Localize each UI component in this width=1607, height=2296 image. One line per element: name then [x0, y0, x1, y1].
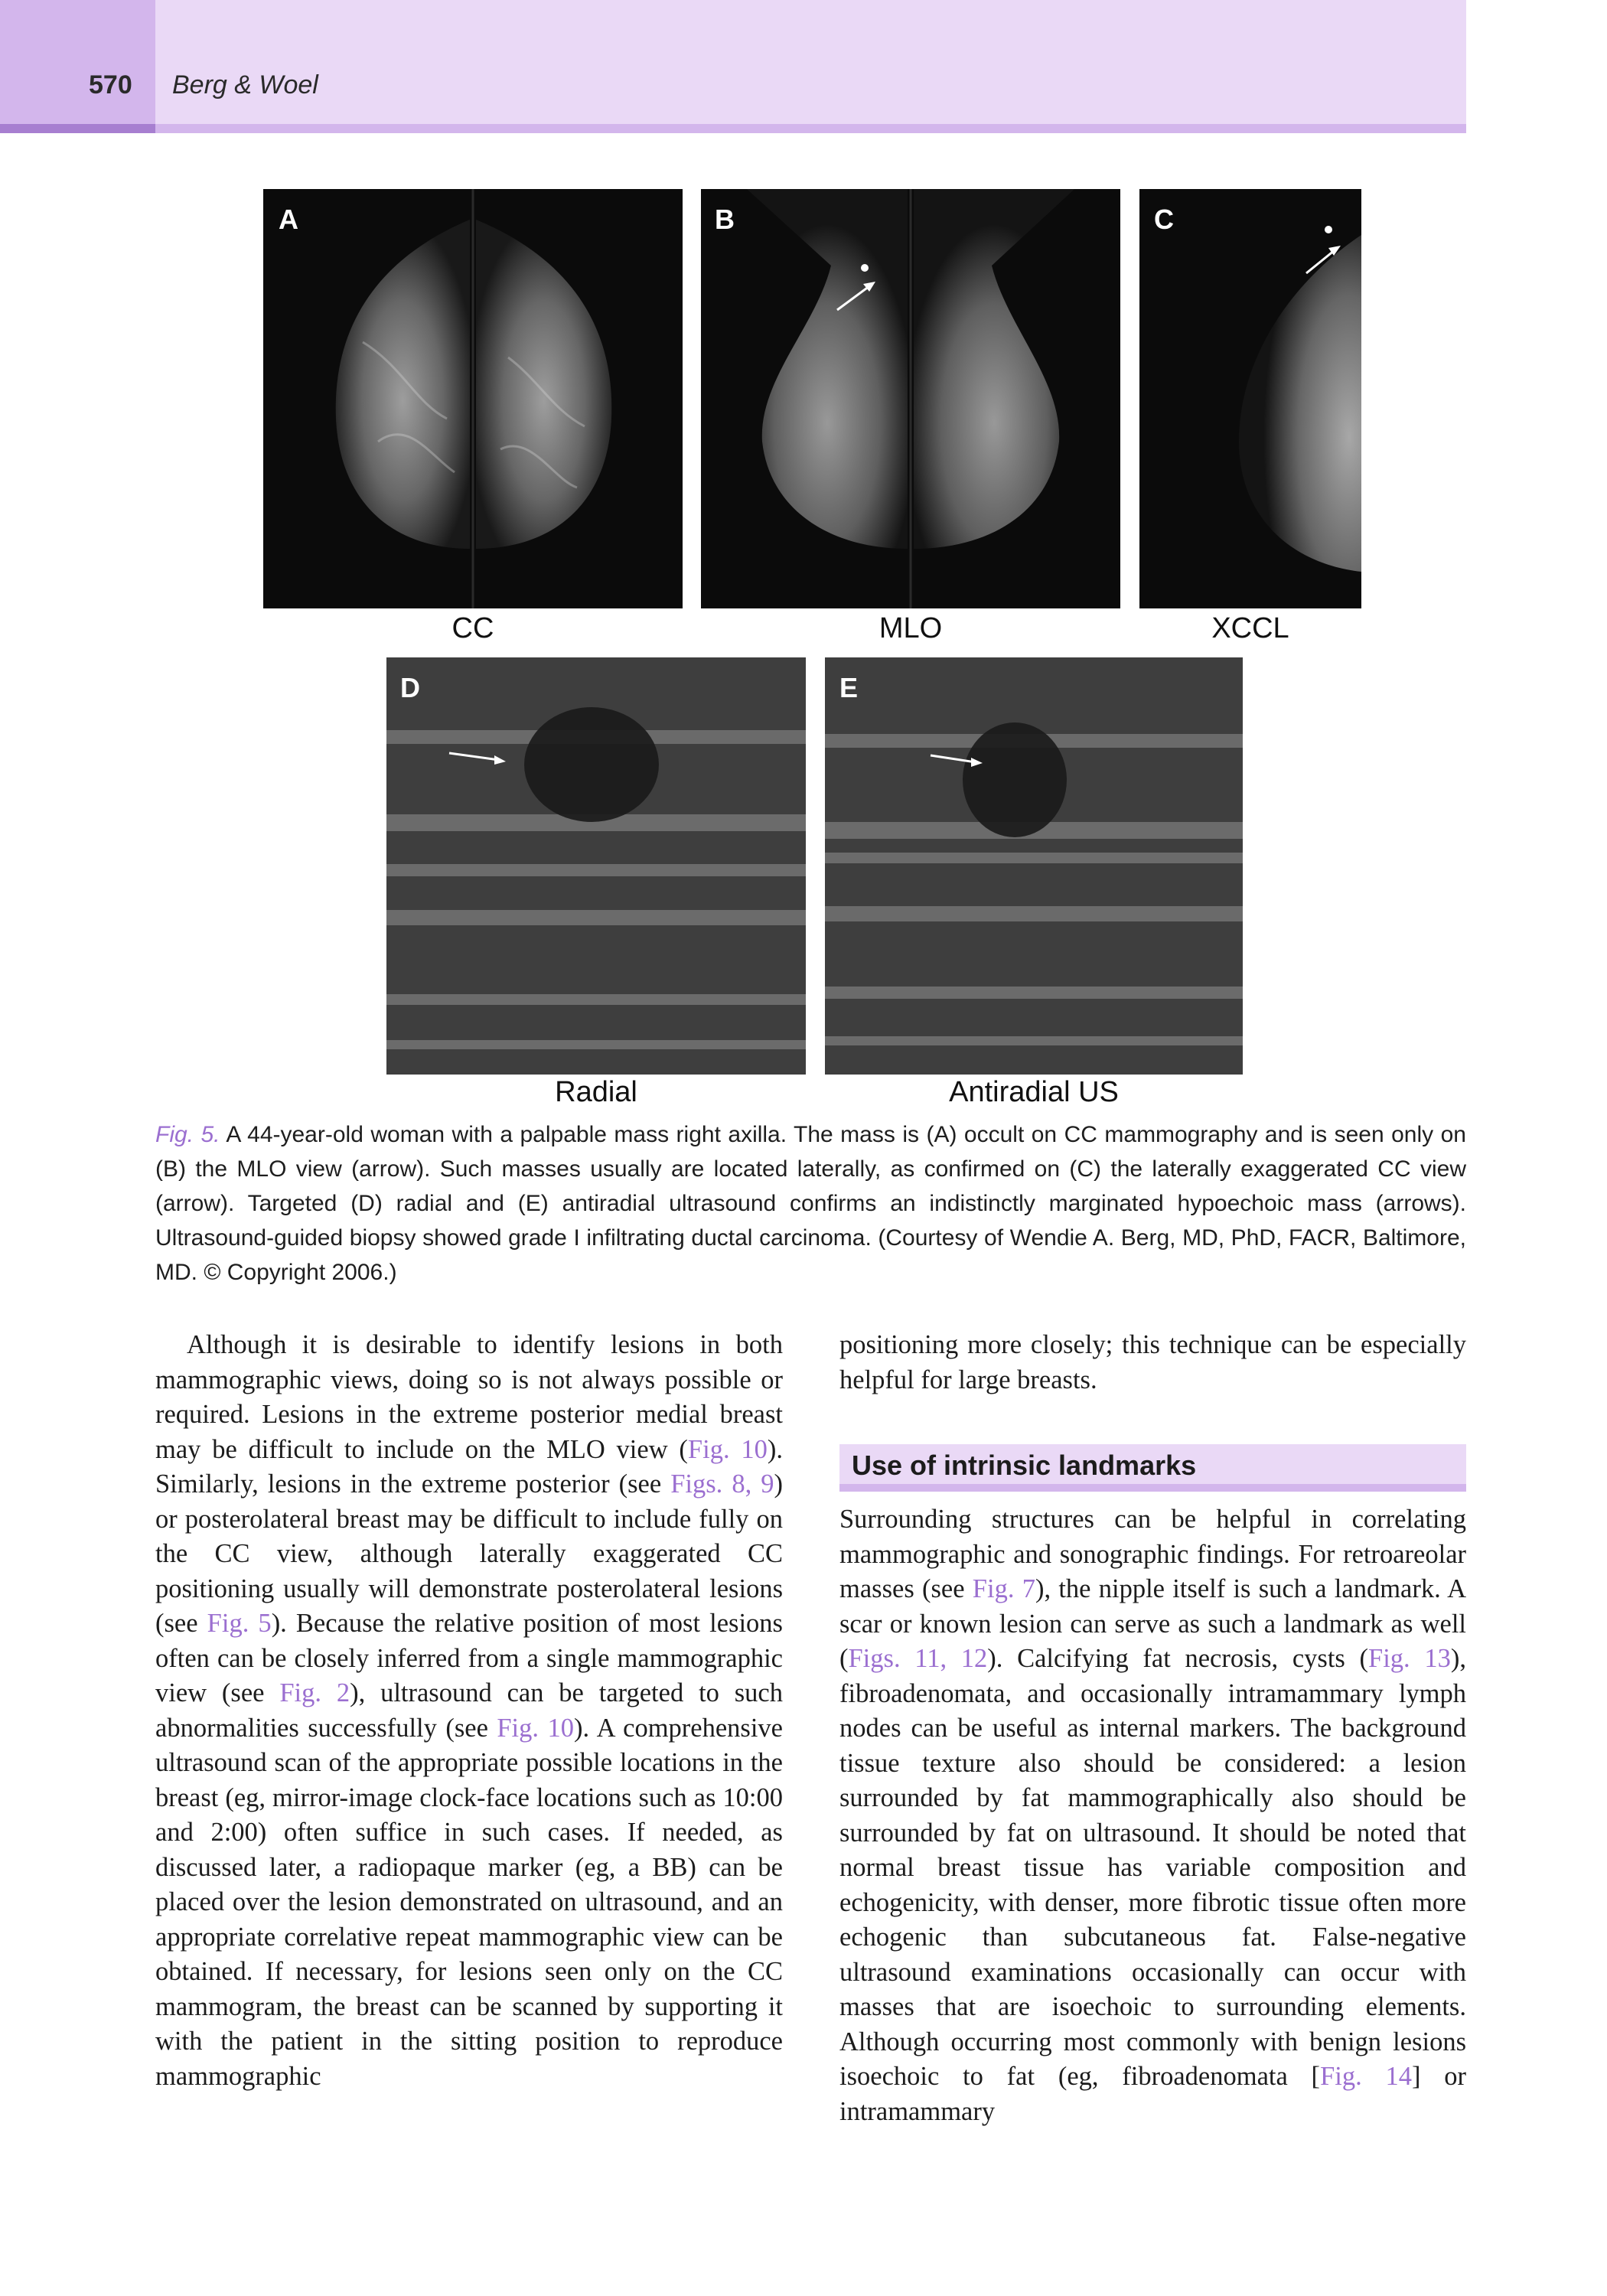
panel-label-mlo: MLO — [878, 612, 943, 644]
figure-panel-d — [386, 657, 806, 1075]
figure-panel-c — [1139, 189, 1361, 608]
running-head: Berg & Woel — [172, 70, 318, 99]
paragraph-text: ), ultrasound can be targeted to such abnormalities successfully (see — [155, 1678, 783, 1743]
panel-label-xccl: XCCL — [1211, 612, 1289, 644]
figure-link[interactable]: Fig. 10 — [687, 1434, 768, 1464]
figure-link[interactable]: Fig. 2 — [279, 1678, 350, 1707]
paragraph-text: ). A comprehensive ultrasound scan of the appropriate possible locations in the breast (eg, mirror-image clock-face locations such as 10:00 and 2:00) often suffice in such cases. If needed, as discussed later, a radiopaque marker (eg, a BB) can be placed over the lesion demonstrated on ultrasound, and an appropriate correlative repeat mammographic view can be obtained. If necessary, for lesions seen only on the CC mammogram, the breast can be scanned by supporting it with the patient in the sitting position to reproduce mammographic — [155, 1713, 783, 2091]
paragraph-text: ) or posterolateral breast may be difficult to include fully on the CC view, although laterally exaggerated CC positioning usually will demonstrate posterolateral lesions (see — [155, 1469, 783, 1638]
marker-dot — [861, 264, 869, 272]
panel-label-cc: CC — [451, 612, 494, 644]
paragraph-text: ), fibroadenomata, and occasionally intramammary lymph nodes can be useful as internal markers. The background tissue texture also should be considered: a lesion surrounded by fat mammographically also should be surrounded by fat on ultrasound. It should be noted that normal breast tissue has variable composition and echogenicity, with denser, more fibrotic tissue often more echogenic than subcutaneous fat. False-negative ultrasound examinations occasionally can occur with masses that are isoechoic to surrounding elements. Although occurring most commonly with benign lesions isoechoic to fat (eg, fibroadenomata [ — [839, 1644, 1466, 2091]
paragraph-text: ). Because the relative position of most lesions often can be closely inferred from a single mammographic view (see — [155, 1609, 783, 1707]
figure-caption-ref[interactable]: Fig. 5. — [155, 1122, 220, 1147]
panel-letter-a: A — [279, 204, 298, 235]
section-heading: Use of intrinsic landmarks — [852, 1450, 1197, 1481]
figure-link[interactable]: Fig. 5 — [207, 1609, 272, 1638]
paragraph-text: ), the nipple itself is such a landmark. A scar or known lesion can serve as such a landmark as well ( — [839, 1574, 1466, 1673]
paragraph-text: ] or intramammary — [839, 2062, 1467, 2126]
left-column — [155, 1328, 783, 2094]
figure-link[interactable]: Fig. 13 — [1368, 1644, 1451, 1673]
xccl-mammogram-image — [1139, 189, 1361, 608]
antiradial-ultrasound-image — [825, 657, 1243, 1075]
right-column-section — [839, 1502, 1466, 2129]
figure-panel-e — [825, 657, 1243, 1075]
right-paragraph-section — [839, 1502, 1466, 2129]
paragraph-text: Surrounding structures can be helpful in correlating mammographic and sonographic findings. For retroareolar masses (see — [839, 1505, 1466, 1603]
panel-letter-c: C — [1154, 204, 1174, 235]
panel-label-antiradial-us: Antiradial US — [949, 1076, 1119, 1108]
paragraph-text: ). Similarly, lesions in the extreme posterior (see — [155, 1434, 783, 1499]
header-tab — [0, 0, 155, 124]
figure-link[interactable]: Fig. 14 — [1320, 2062, 1412, 2091]
panel-letter-b: B — [715, 204, 735, 235]
paragraph-text: Although it is desirable to identify lesions in both mammographic views, doing so is not always possible or required. Lesions in the extreme posterior medial breast may be difficult to include on the MLO view ( — [155, 1330, 783, 1464]
right-paragraph-top: positioning more closely; this technique can be especially helpful for large breasts. — [839, 1330, 1466, 1394]
header-strip-tab — [0, 124, 155, 133]
header-strip — [0, 124, 1466, 133]
figure-link[interactable]: Figs. 11, 12 — [848, 1644, 988, 1673]
header-band — [0, 0, 1466, 124]
figure-link[interactable]: Fig. 10 — [497, 1713, 574, 1743]
figure-caption — [155, 1117, 1466, 1290]
page-number: 570 — [89, 70, 132, 99]
figure-link[interactable]: Figs. 8, 9 — [670, 1469, 774, 1499]
left-paragraph — [155, 1328, 783, 2094]
figure-panel-a — [263, 189, 683, 608]
panel-label-radial: Radial — [555, 1076, 637, 1108]
figure-caption-text: A 44-year-old woman with a palpable mass right axilla. The mass is (A) occult on CC mammography and is seen only on (B) the MLO view (arrow). Such masses usually are located laterally, as confirmed on (C) the laterally exaggerated CC view (arrow). Targeted (D) radial and (E) antiradial ultrasound confirms an indistinctly marginated hypoechoic mass (arrows). Ultrasound-guided biopsy showed grade I infiltrating ductal carcinoma. (Courtesy of Wendie A. Berg, MD, PhD, FACR, Baltimore, MD. © Copyright 2006.) — [155, 1122, 1466, 1285]
figure-panel-b — [701, 189, 1120, 608]
panel-letter-e: E — [839, 672, 859, 703]
marker-dot — [1325, 226, 1332, 233]
paragraph-text: ). Calcifying fat necrosis, cysts ( — [987, 1644, 1369, 1673]
radial-ultrasound-image — [386, 657, 806, 1075]
right-column-top — [839, 1328, 1466, 1397]
section-heading-underline — [839, 1484, 1466, 1492]
cc-mammogram-image — [263, 189, 683, 608]
mlo-mammogram-image — [701, 189, 1120, 608]
panel-letter-d: D — [400, 672, 420, 703]
figure-link[interactable]: Fig. 7 — [972, 1574, 1035, 1603]
